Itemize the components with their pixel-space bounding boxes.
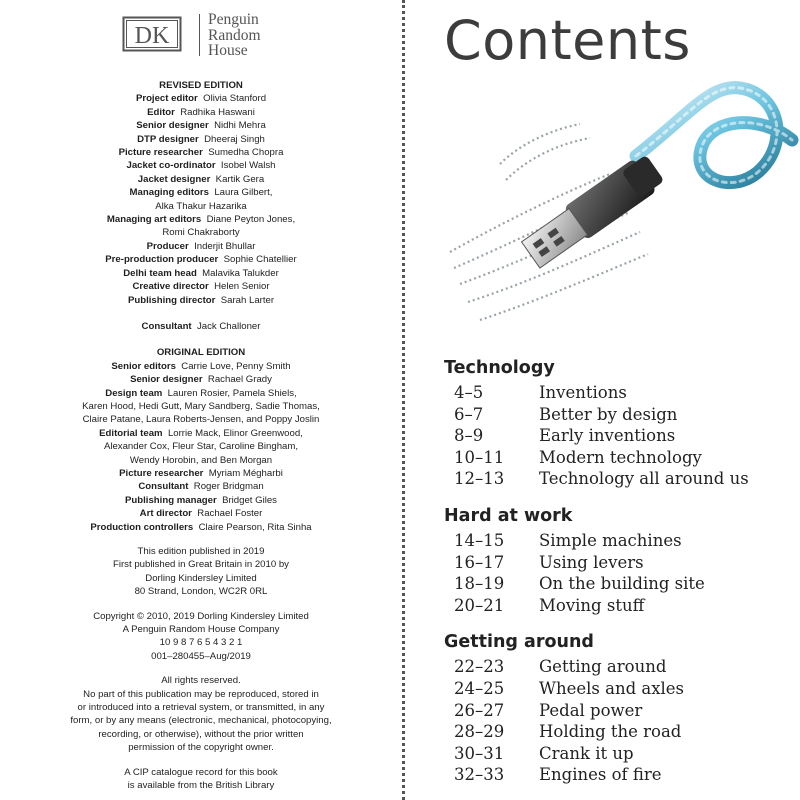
copyright-line: Copyright © 2010, 2019 Dorling Kindersley Limited xyxy=(93,610,309,622)
logo-divider xyxy=(199,14,200,56)
credit-row xyxy=(0,494,402,507)
toc-entry xyxy=(444,382,800,404)
page-range: 28–29 xyxy=(454,722,505,742)
credit-name: Roger Bridgman xyxy=(193,481,264,493)
page-range: 12–13 xyxy=(454,469,505,489)
credit-name: Kartik Gera xyxy=(215,173,265,185)
credit-name: Jack Challoner xyxy=(196,320,261,332)
credit-role: Senior designer xyxy=(136,120,209,132)
credit-row xyxy=(0,467,402,480)
credit-role: Jacket designer xyxy=(137,173,211,185)
toc-entry xyxy=(444,468,800,490)
credit-role: Consultant xyxy=(141,320,192,332)
credit-name: Romi Chakraborty xyxy=(162,227,240,239)
toc-entry xyxy=(444,425,800,447)
rights-line: or introduced into a retrieval system, or transmitted, in any xyxy=(77,702,325,714)
page-range: 16–17 xyxy=(454,552,505,572)
credit-role: Managing editors xyxy=(129,187,209,199)
credit-role: Publishing manager xyxy=(125,494,217,506)
entry-title: Holding the road xyxy=(539,722,682,742)
credit-row xyxy=(0,387,402,400)
credit-role: Editorial team xyxy=(99,427,163,439)
credit-role: Design team xyxy=(105,387,163,399)
entry-title: Pedal power xyxy=(539,700,643,720)
credit-role: Picture researcher xyxy=(118,147,203,159)
toc-entry xyxy=(444,743,800,765)
page-gutter-divider xyxy=(402,0,405,800)
entry-title: Early inventions xyxy=(539,426,676,446)
credit-row xyxy=(0,427,402,440)
toc-entry xyxy=(444,595,800,617)
credit-row xyxy=(0,186,402,199)
toc-entry xyxy=(444,552,800,574)
toc-entry xyxy=(444,678,800,700)
credit-name: Claire Pearson, Rita Sinha xyxy=(198,521,312,533)
credit-name: Malavika Talukder xyxy=(202,267,279,279)
rights-line: All rights reserved. xyxy=(161,675,241,687)
credit-row xyxy=(0,360,402,373)
section-title: Hard at work xyxy=(444,505,573,526)
wordmark-line: Penguin xyxy=(208,11,259,28)
penguin-random-house-wordmark xyxy=(208,12,261,59)
publication-line: First published in Great Britain in 2010 by xyxy=(113,559,289,571)
credit-role: Managing art editors xyxy=(106,214,202,226)
credit-name: Rachael Foster xyxy=(197,508,263,520)
wordmark-line: Random xyxy=(208,26,261,44)
table-of-contents xyxy=(444,356,800,800)
credit-row xyxy=(0,240,402,253)
page-range: 22–23 xyxy=(454,657,505,677)
copyright-info xyxy=(0,610,402,664)
toc-entry xyxy=(444,656,800,678)
toc-entry xyxy=(444,700,800,722)
credit-row xyxy=(0,173,402,186)
original-edition-heading: ORIGINAL EDITION xyxy=(156,347,246,359)
toc-entry xyxy=(444,573,800,595)
credit-row xyxy=(0,267,402,280)
credit-name: Claire Patane, Laura Roberts-Jensen, and Poppy Joslin xyxy=(82,414,320,426)
wordmark-line: House xyxy=(208,42,248,59)
credit-name: Wendy Horobin, and Ben Morgan xyxy=(129,454,273,466)
cip-notice xyxy=(0,766,402,793)
credit-row xyxy=(0,507,402,520)
page-range: 10–11 xyxy=(454,447,505,467)
credit-role: Delhi team head xyxy=(123,267,197,279)
credit-name: Alexander Cox, Fleur Star, Caroline Bingham, xyxy=(103,441,299,453)
credit-row xyxy=(0,213,402,226)
credit-name: Diane Peyton Jones, xyxy=(206,214,296,226)
usb-cable-icon xyxy=(440,74,800,336)
credit-name: Rachael Grady xyxy=(207,374,272,386)
toc-section xyxy=(444,630,800,786)
dk-logo-icon xyxy=(122,16,182,52)
credit-name: Myriam Mégharbi xyxy=(208,467,283,479)
publication-info xyxy=(0,545,402,599)
publisher-logo xyxy=(122,11,292,60)
credit-row xyxy=(0,454,402,467)
publication-line: This edition published in 2019 xyxy=(137,546,265,557)
cip-line: is available from the British Library xyxy=(127,780,275,792)
credit-role: Producer xyxy=(146,240,189,252)
rights-line: No part of this publication may be reproduced, stored in xyxy=(83,688,319,700)
entry-title: Engines of fire xyxy=(539,765,662,785)
credit-role: Consultant xyxy=(138,481,189,493)
page-range: 30–31 xyxy=(454,743,505,763)
toc-entry xyxy=(444,530,800,552)
page-range: 26–27 xyxy=(454,700,505,720)
credit-role: Art director xyxy=(139,508,192,520)
page-range: 32–33 xyxy=(454,765,505,785)
section-title: Technology xyxy=(444,358,555,378)
credit-row xyxy=(0,159,402,172)
credit-name: Lorrie Mack, Elinor Greenwood, xyxy=(167,427,303,439)
entry-title: Moving stuff xyxy=(539,595,645,615)
credit-row xyxy=(0,373,402,386)
credit-name: Alka Thakur Hazarika xyxy=(155,200,247,212)
credit-row xyxy=(0,400,402,413)
credit-name: Inderjit Bhullar xyxy=(194,240,256,252)
credit-name: Dheeraj Singh xyxy=(204,133,265,145)
credit-name: Bridget Giles xyxy=(222,494,277,506)
entry-title: Better by design xyxy=(539,404,678,424)
revised-credits-list xyxy=(0,92,402,307)
credit-row xyxy=(0,413,402,426)
credit-row xyxy=(0,280,402,293)
toc-entry xyxy=(444,721,800,743)
copyright-line: 10 9 8 7 6 5 4 3 2 1 xyxy=(159,637,243,649)
page-range: 8–9 xyxy=(454,426,484,446)
toc-section xyxy=(444,356,800,490)
credit-name: Helen Senior xyxy=(214,281,270,293)
credit-name: Karen Hood, Hedi Gutt, Mary Sandberg, Sadie Thomas, xyxy=(82,400,320,412)
credit-role: Creative director xyxy=(132,281,209,293)
credit-row xyxy=(0,226,402,239)
credit-row xyxy=(0,253,402,266)
original-credits-list xyxy=(0,360,402,534)
credit-row xyxy=(0,294,402,307)
credits-block xyxy=(0,79,402,793)
cip-line: A CIP catalogue record for this book xyxy=(124,766,278,778)
credit-row xyxy=(0,146,402,159)
credit-role: Publishing director xyxy=(127,294,216,306)
revised-edition-heading: REVISED EDITION xyxy=(159,80,243,91)
credit-name: Sophie Chatellier xyxy=(223,254,297,266)
credit-role: Jacket co-ordinator xyxy=(126,160,216,172)
rights-line: permission of the copyright owner. xyxy=(128,742,274,754)
toc-section xyxy=(444,504,800,616)
credit-row xyxy=(0,92,402,105)
credit-role: DTP designer xyxy=(137,133,199,145)
dk-logo-text: DK xyxy=(134,23,170,49)
page-range: 18–19 xyxy=(454,574,505,594)
credit-row xyxy=(0,480,402,493)
copyright-line: 001–280455–Aug/2019 xyxy=(151,650,251,662)
credit-name: Nidhi Mehra xyxy=(214,120,266,132)
credit-name: Sarah Larter xyxy=(220,294,275,306)
credit-row xyxy=(0,320,402,333)
toc-entry xyxy=(444,764,800,786)
credit-row xyxy=(0,119,402,132)
credit-row xyxy=(0,106,402,119)
credit-role: Senior editors xyxy=(111,360,176,372)
page-range: 24–25 xyxy=(454,678,505,698)
credit-name: Olivia Stanford xyxy=(203,93,267,105)
entry-title: Wheels and axles xyxy=(539,678,685,698)
credit-role: Project editor xyxy=(135,93,198,105)
page-range: 20–21 xyxy=(454,595,505,615)
publication-line: Dorling Kindersley Limited xyxy=(145,572,257,584)
credit-role: Picture researcher xyxy=(119,467,204,479)
credit-row xyxy=(0,200,402,213)
credit-name: Laura Gilbert, xyxy=(214,187,273,199)
copyright-line: A Penguin Random House Company xyxy=(122,624,280,636)
entry-title: Technology all around us xyxy=(539,469,749,489)
entry-title: Getting around xyxy=(539,657,667,677)
credit-name: Radhika Haswani xyxy=(180,106,255,118)
page-title: Contents xyxy=(444,9,691,72)
credit-row xyxy=(0,133,402,146)
credit-role: Editor xyxy=(147,106,175,118)
entry-title: Crank it up xyxy=(539,743,634,763)
credit-name: Lauren Rosier, Pamela Shiels, xyxy=(167,387,297,399)
entry-title: Modern technology xyxy=(539,447,702,467)
rights-notice xyxy=(0,674,402,754)
credit-row xyxy=(0,521,402,534)
credit-role: Production controllers xyxy=(90,521,194,533)
rights-line: recording, or otherwise), without the prior written xyxy=(98,728,304,740)
page-range: 4–5 xyxy=(454,383,484,402)
toc-entry xyxy=(444,404,800,426)
credit-row xyxy=(0,440,402,453)
credit-role: Senior designer xyxy=(130,374,203,386)
credit-name: Carrie Love, Penny Smith xyxy=(181,360,291,372)
credit-name: Sumedha Chopra xyxy=(208,147,284,159)
entry-title: Simple machines xyxy=(539,530,682,550)
publication-line: 80 Strand, London, WC2R 0RL xyxy=(134,586,268,598)
page-range: 6–7 xyxy=(454,404,484,424)
section-title: Getting around xyxy=(444,632,594,653)
entry-title: On the building site xyxy=(539,574,705,594)
credit-name: Isobel Walsh xyxy=(220,160,276,172)
rights-line: form, or by any means (electronic, mechanical, photocopying, xyxy=(70,715,332,727)
entry-title: Inventions xyxy=(539,383,627,402)
toc-entry xyxy=(444,447,800,469)
page-range: 14–15 xyxy=(454,530,505,550)
entry-title: Using levers xyxy=(539,552,644,572)
credit-role: Pre-production producer xyxy=(105,254,219,266)
